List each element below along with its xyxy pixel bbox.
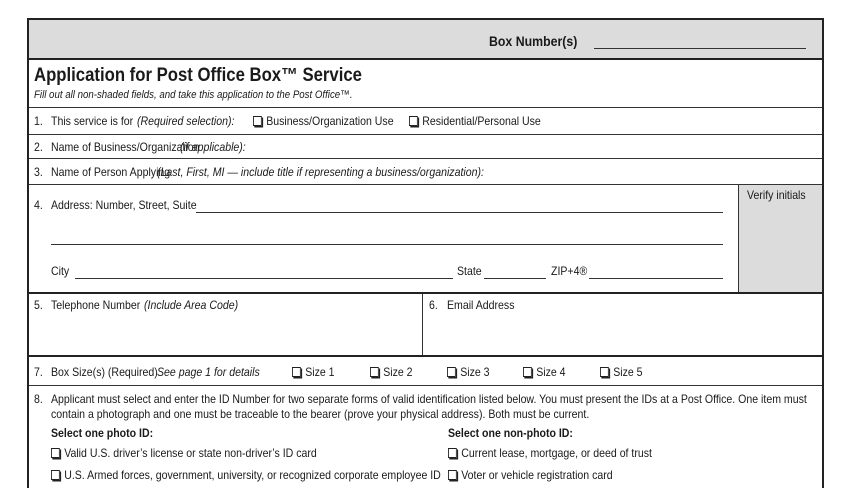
row-service-type [29, 108, 822, 135]
box-number-label: Box Number(s) [489, 33, 578, 49]
row5-label: Telephone Number [51, 298, 141, 312]
size-4-label: Size 4 [536, 365, 566, 379]
row6-number: 6. [429, 298, 438, 312]
residential-use-label: Residential/Personal Use [422, 114, 541, 128]
size-5-option[interactable] [600, 365, 643, 379]
row8-number: 8. [34, 392, 43, 406]
row3-label: Name of Person Applying [51, 165, 171, 179]
row2-label: Name of Business/Organization [51, 140, 200, 154]
address-line-1[interactable] [196, 212, 723, 213]
state-label: State [457, 264, 482, 278]
size-4-checkbox[interactable] [523, 367, 532, 377]
row7-label: Box Size(s) (Required) [51, 365, 158, 379]
size-2-label: Size 2 [383, 365, 413, 379]
address-line-2[interactable] [51, 244, 723, 245]
size-1-label: Size 1 [305, 365, 335, 379]
row7-hint: See page 1 for details [157, 365, 260, 379]
row-business-name[interactable] [29, 135, 822, 159]
city-label: City [51, 264, 70, 278]
nonphoto-id-1-checkbox[interactable] [448, 448, 457, 458]
row5-number: 5. [34, 298, 43, 312]
email-field[interactable] [423, 294, 822, 355]
photo-id-1-label: Valid U.S. driver’s license or state non-driver’s ID card [64, 446, 317, 460]
business-use-option[interactable] [253, 114, 394, 128]
residential-use-checkbox[interactable] [409, 116, 418, 126]
size-3-label: Size 3 [460, 365, 490, 379]
row-identification [29, 386, 822, 496]
form-title: Application for Post Office Box™ Service [34, 65, 362, 86]
nonphoto-id-1-label: Current lease, mortgage, or deed of trust [461, 446, 652, 460]
id-instructions-line-1: Applicant must select and enter the ID Number for two separate forms of valid identification listed below. You must present the IDs at a Post Office. One item must [51, 392, 807, 406]
size-1-option[interactable] [292, 365, 335, 379]
id-instructions-line-2: contain a photograph and one must be traceable to the bearer (prove your physical address). Both must be current. [51, 407, 590, 421]
state-field[interactable] [484, 278, 546, 279]
row1-label: This service is for [51, 114, 134, 128]
photo-id-heading: Select one photo ID: [51, 426, 154, 440]
row4-label: Address: Number, Street, Suite [51, 198, 197, 212]
zip-field[interactable] [589, 278, 723, 279]
verify-initials-label: Verify initials [747, 188, 806, 202]
size-2-checkbox[interactable] [370, 367, 379, 377]
row-address [29, 185, 822, 294]
size-2-option[interactable] [370, 365, 413, 379]
form-subtitle: Fill out all non-shaded fields, and take this application to the Post Office™. [34, 89, 353, 101]
row-contact [29, 294, 822, 357]
photo-id-option-1[interactable] [51, 446, 317, 460]
business-use-checkbox[interactable] [253, 116, 262, 126]
row-person-name[interactable] [29, 159, 822, 185]
row7-number: 7. [34, 365, 43, 379]
city-field[interactable] [75, 278, 453, 279]
size-1-checkbox[interactable] [292, 367, 301, 377]
residential-use-option[interactable] [409, 114, 541, 128]
size-5-label: Size 5 [613, 365, 643, 379]
title-section [29, 60, 822, 108]
verify-initials-box [738, 185, 822, 292]
business-use-label: Business/Organization Use [266, 114, 394, 128]
photo-id-2-checkbox[interactable] [51, 470, 60, 480]
box-number-field[interactable] [594, 48, 806, 49]
photo-id-1-checkbox[interactable] [51, 448, 60, 458]
telephone-field[interactable] [29, 294, 422, 355]
row3-number: 3. [34, 165, 43, 179]
nonphoto-id-heading: Select one non-photo ID: [448, 426, 573, 440]
row1-hint: (Required selection): [137, 114, 235, 128]
email-label: Email Address [447, 298, 515, 312]
photo-id-option-2[interactable] [51, 468, 441, 482]
size-3-checkbox[interactable] [447, 367, 456, 377]
row1-number: 1. [34, 114, 43, 128]
row5-hint: (Include Area Code) [144, 298, 239, 312]
nonphoto-id-2-label: Voter or vehicle registration card [461, 468, 613, 482]
row3-hint: (Last, First, MI — include title if representing a business/organization): [157, 165, 484, 179]
zip-label: ZIP+4® [551, 264, 588, 278]
size-5-checkbox[interactable] [600, 367, 609, 377]
nonphoto-id-2-checkbox[interactable] [448, 470, 457, 480]
row4-number: 4. [34, 198, 43, 212]
photo-id-2-label: U.S. Armed forces, government, university, or recognized corporate employee ID [64, 468, 441, 482]
box-number-header [29, 20, 822, 60]
po-box-application-form [27, 18, 824, 488]
row2-hint: (if applicable): [180, 140, 246, 154]
nonphoto-id-option-1[interactable] [448, 446, 652, 460]
size-3-option[interactable] [447, 365, 490, 379]
nonphoto-id-option-2[interactable] [448, 468, 613, 482]
size-4-option[interactable] [523, 365, 566, 379]
row-box-size [29, 357, 822, 386]
row2-number: 2. [34, 140, 43, 154]
